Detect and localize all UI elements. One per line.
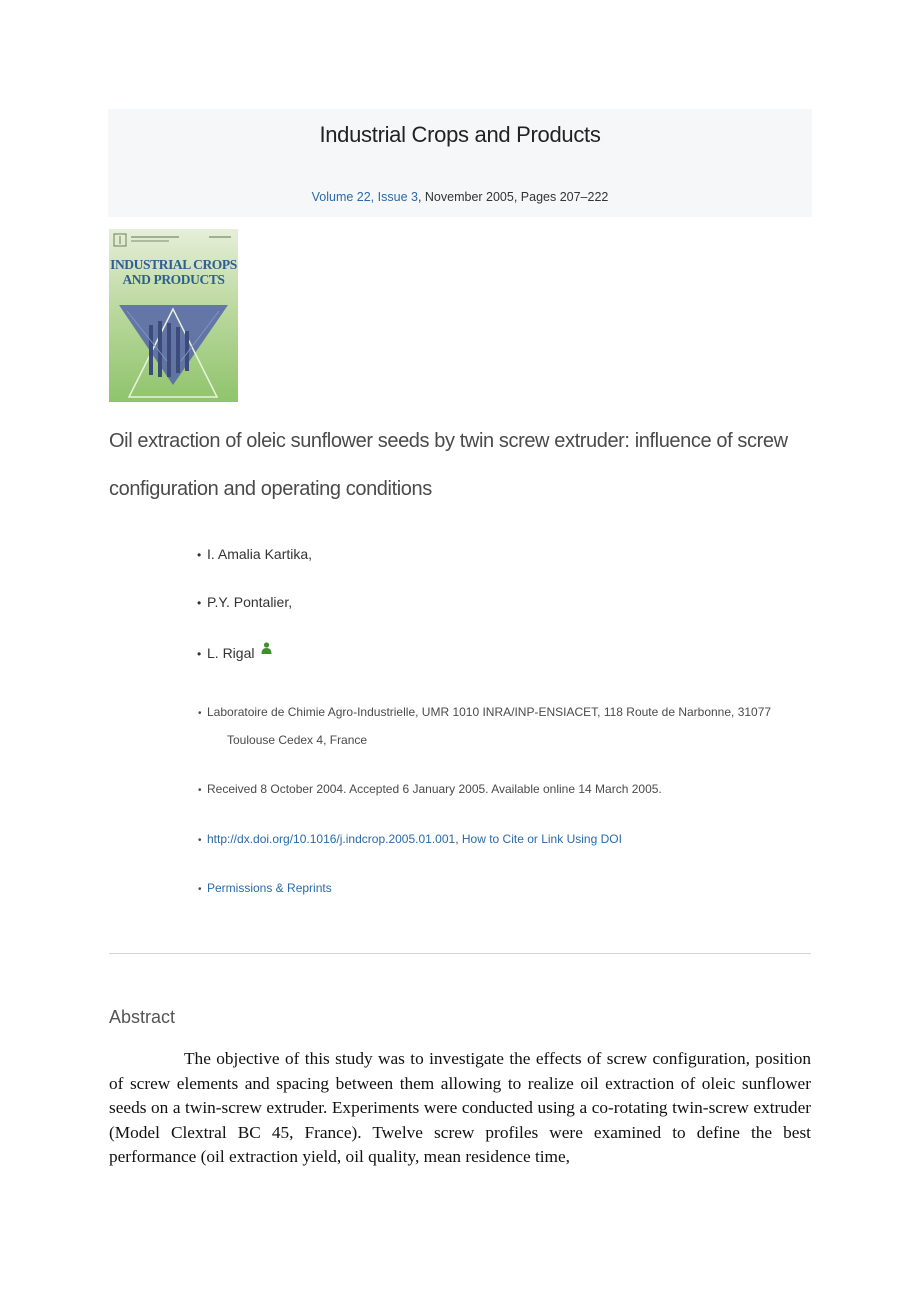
journal-cover-image[interactable]	[109, 229, 238, 402]
affiliation	[198, 699, 808, 754]
bullet-icon: •	[198, 708, 202, 719]
cover-title-line-1: INDUSTRIAL CROPS	[110, 257, 237, 272]
issue-date-pages: , November 2005, Pages 207–222	[417, 190, 609, 204]
author-name[interactable]: P.Y. Pontalier,	[207, 594, 293, 610]
issue-link[interactable]: Issue 3	[377, 190, 418, 204]
person-icon[interactable]	[261, 642, 272, 654]
author-name[interactable]: I. Amalia Kartika,	[207, 546, 313, 562]
author-item[interactable]	[197, 546, 312, 562]
affiliation-line-1: Laboratoire de Chimie Agro-Industrielle, UMR 1010 INRA/INP-ENSIACET, 118 Route de Narbonne, 31077	[207, 705, 772, 719]
abstract-heading: Abstract	[109, 1007, 176, 1027]
article-title: Oil extraction of oleic sunflower seeds by twin screw extruder: influence of screw configuration and operating conditions	[109, 430, 788, 500]
bullet-icon: •	[198, 835, 202, 846]
bullet-icon: •	[197, 596, 202, 610]
article-history: Received 8 October 2004. Accepted 6 January 2005. Available online 14 March 2005.	[207, 782, 662, 796]
article-dates	[198, 776, 808, 804]
affiliation-line-2: Toulouse Cedex 4, France	[227, 733, 368, 747]
cover-publisher-logo	[113, 233, 234, 247]
permissions-row	[198, 875, 808, 903]
doi-separator: ,	[455, 832, 462, 846]
bullet-icon: •	[198, 884, 202, 895]
doi-row	[198, 826, 808, 854]
permissions-reprints-link[interactable]: Permissions & Reprints	[207, 881, 332, 895]
author-item[interactable]	[197, 642, 272, 661]
journal-header	[108, 109, 812, 217]
author-item[interactable]	[197, 594, 292, 610]
journal-issue-info	[108, 190, 812, 204]
journal-title[interactable]: Industrial Crops and Products	[319, 122, 601, 147]
section-divider	[109, 953, 811, 954]
doi-link[interactable]: http://dx.doi.org/10.1016/j.indcrop.2005.01.001	[207, 832, 456, 846]
volume-link[interactable]: Volume 22,	[311, 190, 375, 204]
cover-title	[109, 257, 238, 287]
author-name[interactable]: L. Rigal	[207, 645, 255, 661]
abstract-text: The objective of this study was to investigate the effects of screw configuration, position of screw elements and spacing between them allowing to realize oil extraction of oleic sunflower seeds on a twin-screw extruder. Experiments were conducted using a co-rotating twin-screw extruder (Model Clextral BC 45, France). Twelve screw profiles were examined to define the best performance (oil extraction yield, oil quality, mean residence time,	[109, 1049, 811, 1167]
cover-title-line-2: AND PRODUCTS	[122, 272, 225, 287]
cite-doi-link[interactable]: How to Cite or Link Using DOI	[461, 832, 622, 846]
bullet-icon: •	[197, 548, 202, 562]
bullet-icon: •	[198, 785, 202, 796]
bullet-icon: •	[197, 647, 202, 661]
cover-triangle-artwork	[109, 301, 238, 402]
